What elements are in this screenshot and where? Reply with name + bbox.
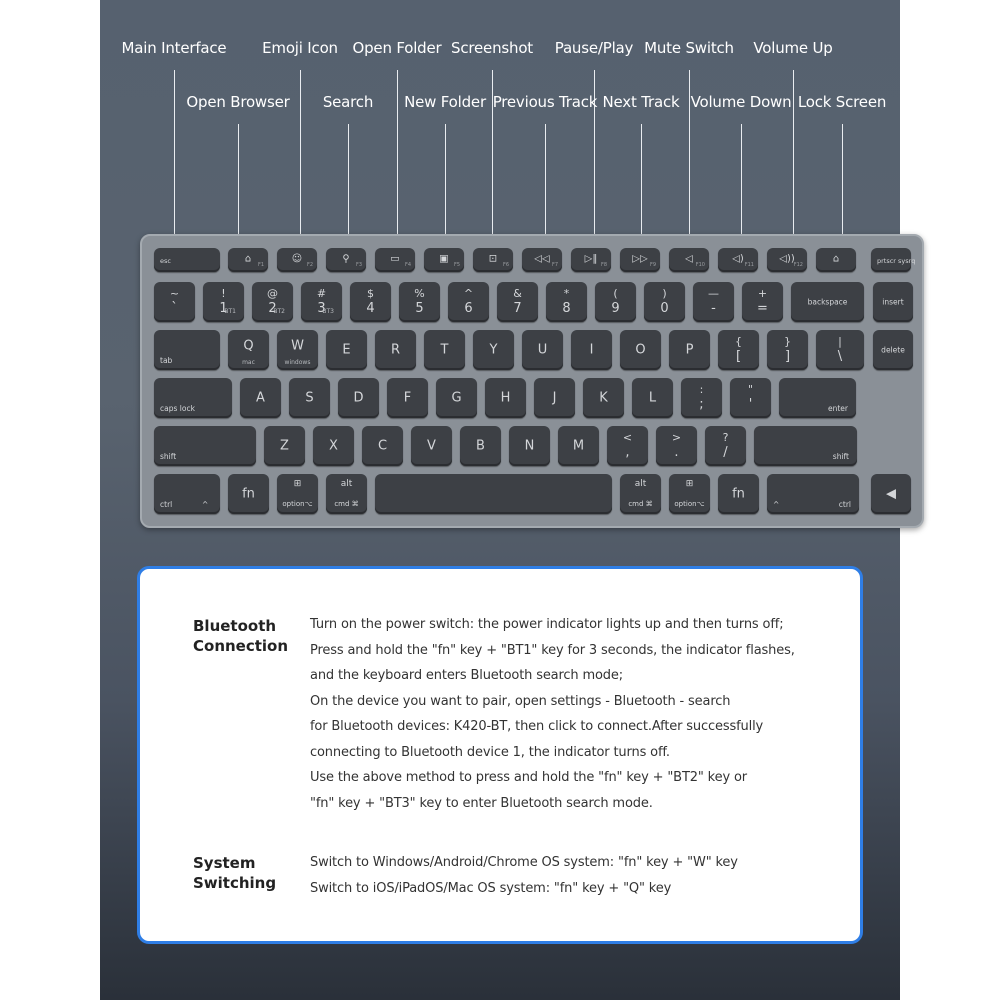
key-4 xyxy=(350,282,391,322)
key-label: enter xyxy=(827,403,848,413)
key-prtscr-sysrq xyxy=(871,248,916,272)
key-label: = xyxy=(757,301,768,316)
key-label: F xyxy=(403,390,412,406)
key-backspace xyxy=(791,282,864,322)
callout-row2-6: Lock Screen xyxy=(797,93,887,111)
key- xyxy=(473,248,513,272)
key-shift-label: + xyxy=(757,287,768,300)
key-icon: ☺ xyxy=(291,253,303,265)
key-fn-label: F3 xyxy=(355,262,362,268)
callout-row2-1: Search xyxy=(322,93,374,111)
key-8 xyxy=(546,282,587,322)
key-label: ; xyxy=(699,397,704,412)
key-label: D xyxy=(353,390,364,406)
key-fn-label: F8 xyxy=(600,262,607,268)
key-z xyxy=(264,426,305,466)
key-bottom-label: cmd ⌘ xyxy=(334,500,359,508)
key-label: insert xyxy=(882,297,904,307)
key- xyxy=(424,248,464,272)
key-label: S xyxy=(305,390,314,406)
callout-row1-1: Emoji Icon xyxy=(262,39,338,57)
key-label: X xyxy=(329,438,338,454)
key-enter xyxy=(779,378,856,418)
key-label: ] xyxy=(784,349,791,364)
key-shift-label: — xyxy=(708,287,719,300)
key-label: M xyxy=(572,438,585,454)
callout-row1-0: Main Interface xyxy=(121,39,227,57)
key-w xyxy=(277,330,318,370)
key-insert xyxy=(873,282,913,322)
key- xyxy=(571,248,611,272)
key-shift-label: { xyxy=(735,335,742,348)
key-label: delete xyxy=(881,345,905,355)
bluetooth-connection-title: Bluetooth Connection xyxy=(193,617,289,655)
key-6 xyxy=(448,282,489,322)
key-icon: ◁◁ xyxy=(534,253,550,265)
key-k xyxy=(583,378,624,418)
key-shift-label: < xyxy=(622,431,633,444)
bluetooth-instruction-line: Press and hold the "fn" key + "BT1" key for 3 seconds, the indicator flashes, xyxy=(310,642,795,658)
key- xyxy=(522,248,562,272)
system-instruction-line: Switch to iOS/iPadOS/Mac OS system: "fn" key + "Q" key xyxy=(310,880,672,896)
key-t xyxy=(424,330,465,370)
key-label: \ xyxy=(837,349,843,364)
key-label: K xyxy=(599,390,608,406)
key-d xyxy=(338,378,379,418)
key-cmd xyxy=(620,474,661,514)
key-fn-label: F7 xyxy=(551,262,558,268)
key-sub-label: BT3 xyxy=(322,308,334,315)
key-shift-label: > xyxy=(671,431,682,444)
key-shift-label: ? xyxy=(722,431,729,444)
key- xyxy=(326,248,366,272)
key-label: P xyxy=(685,342,694,358)
key-label: prtscr sysrq xyxy=(877,256,916,265)
key-icon: ▭ xyxy=(390,253,400,265)
key-shift-label: " xyxy=(747,383,754,396)
key-label: E xyxy=(342,342,351,358)
key-bottom-label: option⌥ xyxy=(282,500,313,508)
key-fn-label: F1 xyxy=(257,262,264,268)
bluetooth-connection-text xyxy=(310,612,795,816)
key-sub-label: windows xyxy=(284,359,311,366)
key-fn-label: F6 xyxy=(502,262,509,268)
key-sub-label: mac xyxy=(242,359,255,366)
key-f xyxy=(387,378,428,418)
key-label: O xyxy=(635,342,646,358)
key-0 xyxy=(644,282,685,322)
key-sub-label: BT2 xyxy=(273,308,285,315)
callout-row1-3: Screenshot xyxy=(451,39,533,57)
key-delete xyxy=(873,330,913,370)
key-ctrl xyxy=(154,474,220,514)
key-top-label: alt xyxy=(340,479,353,489)
key-9 xyxy=(595,282,636,322)
key- xyxy=(730,378,771,418)
bluetooth-instruction-line: Use the above method to press and hold the "fn" key + "BT2" key or xyxy=(310,770,747,785)
key-icon: ◁)) xyxy=(779,253,795,265)
key-fn xyxy=(718,474,759,514)
key-label: Y xyxy=(489,342,498,358)
key-label: 3 xyxy=(317,301,326,316)
key-label: U xyxy=(537,342,548,358)
key-label: 9 xyxy=(611,301,620,316)
key-label: Q xyxy=(243,338,254,354)
key-j xyxy=(534,378,575,418)
callout-leader-line xyxy=(348,124,349,250)
callout-leader-line xyxy=(397,70,398,250)
callout-row2-0: Open Browser xyxy=(186,93,290,111)
key-icon: ▷‖ xyxy=(584,253,598,265)
key-icon: ⚲ xyxy=(342,253,350,265)
system-switching-title: System Switching xyxy=(193,854,277,892)
key- xyxy=(681,378,722,418)
bluetooth-instruction-line: connecting to Bluetooth device 1, the indicator turns off. xyxy=(310,744,670,760)
key-e xyxy=(326,330,367,370)
bluetooth-instruction-line: On the device you want to pair, open settings - Bluetooth - search xyxy=(310,693,731,709)
key-label: fn xyxy=(242,486,255,502)
key-top-label: alt xyxy=(634,479,647,489)
info-card xyxy=(137,566,863,944)
key-h xyxy=(485,378,526,418)
key-label: . xyxy=(674,445,679,460)
key-g xyxy=(436,378,477,418)
key-shift-label: @ xyxy=(267,287,278,300)
key-u xyxy=(522,330,563,370)
key-icon: ◁ xyxy=(685,253,693,265)
key-shift-label: | xyxy=(838,335,842,348)
key-label: R xyxy=(390,342,401,358)
key-label: , xyxy=(625,445,630,460)
key- xyxy=(620,248,660,272)
key-7 xyxy=(497,282,538,322)
key-i xyxy=(571,330,612,370)
key- xyxy=(705,426,746,466)
key-icon: ◁) xyxy=(732,253,744,265)
key-top-label: ⊞ xyxy=(293,479,302,489)
callout-row1-6: Volume Up xyxy=(753,39,833,57)
key- xyxy=(742,282,783,322)
key- xyxy=(656,426,697,466)
key-shift-label: ~ xyxy=(169,287,180,300)
bluetooth-instruction-line: for Bluetooth devices: K420-BT, then click to connect.After successfully xyxy=(310,719,764,734)
callout-row2-4: Next Track xyxy=(602,93,680,111)
key-2 xyxy=(252,282,293,322)
key-label: J xyxy=(552,390,557,406)
key-label: / xyxy=(723,445,728,460)
key-fn-label: F5 xyxy=(453,262,460,268)
key-label: 1 xyxy=(219,301,228,316)
callout-leader-line xyxy=(174,70,175,250)
callout-row1-4: Pause/Play xyxy=(554,39,634,57)
key-label: C xyxy=(377,438,388,454)
key-label: shift xyxy=(160,451,177,461)
key-label: V xyxy=(427,438,436,454)
key-label: ◀ xyxy=(886,486,896,502)
key- xyxy=(228,248,268,272)
system-switching-text xyxy=(310,850,738,901)
key-fn-label: F12 xyxy=(793,262,803,268)
key-label: ^ xyxy=(773,499,780,509)
callout-row2-2: New Folder xyxy=(404,93,486,111)
callout-leader-line xyxy=(545,124,546,250)
key-fn-label: F4 xyxy=(404,262,411,268)
key-label: G xyxy=(451,390,462,406)
key-label: caps lock xyxy=(160,403,195,413)
key-label: Z xyxy=(280,438,289,454)
key- xyxy=(718,248,758,272)
key-m xyxy=(558,426,599,466)
callout-row1-2: Open Folder xyxy=(352,39,442,57)
key-shift-label: : xyxy=(699,383,704,396)
system-instruction-line: Switch to Windows/Android/Chrome OS system: "fn" key + "W" key xyxy=(310,855,738,870)
callout-row2-3: Previous Track xyxy=(492,93,598,111)
key- xyxy=(871,474,911,514)
callout-leader-line xyxy=(300,70,301,250)
callout-leader-line xyxy=(641,124,642,250)
key-bottom-label: cmd ⌘ xyxy=(628,500,653,508)
key- xyxy=(693,282,734,322)
key-r xyxy=(375,330,416,370)
key-option xyxy=(277,474,318,514)
key-shift xyxy=(754,426,857,466)
key-fn xyxy=(228,474,269,514)
callout-leader-line xyxy=(445,124,446,250)
key-shift-label: ( xyxy=(613,287,618,300)
key-label: [ xyxy=(735,349,742,364)
callout-leader-line xyxy=(238,124,239,250)
key-label: ` xyxy=(171,301,178,316)
key-label: tab xyxy=(160,355,173,365)
key-sub-label: BT1 xyxy=(224,308,236,315)
key-label: ctrl xyxy=(160,499,173,509)
key-fn-label: F9 xyxy=(649,262,656,268)
key-label: A xyxy=(256,390,265,406)
key-icon: ⌂ xyxy=(832,253,840,265)
key- xyxy=(816,248,856,272)
key-icon: ⊡ xyxy=(488,253,498,265)
key-shift xyxy=(154,426,256,466)
key-cmd xyxy=(326,474,367,514)
key-shift-label: } xyxy=(784,335,791,348)
key-label: T xyxy=(440,342,449,358)
key-label: I xyxy=(589,342,594,358)
key-1 xyxy=(203,282,244,322)
key-shift-label: ! xyxy=(221,287,226,300)
key-p xyxy=(669,330,710,370)
key-label: 2 xyxy=(268,301,277,316)
key-fn-label: F10 xyxy=(695,262,705,268)
callout-leader-line xyxy=(842,124,843,250)
key-fn-label: F2 xyxy=(306,262,313,268)
key-esc xyxy=(154,248,220,272)
key-icon: ⌂ xyxy=(244,253,252,265)
key-label: ctrl xyxy=(838,499,851,509)
key-shift-label: $ xyxy=(367,287,374,300)
key-label: W xyxy=(291,338,304,354)
key-3 xyxy=(301,282,342,322)
key-v xyxy=(411,426,452,466)
key-y xyxy=(473,330,514,370)
key-label: 5 xyxy=(415,301,424,316)
bluetooth-instruction-line: and the keyboard enters Bluetooth search mode; xyxy=(310,668,623,683)
key- xyxy=(669,248,709,272)
callout-leader-line xyxy=(741,124,742,250)
key-label: 4 xyxy=(366,301,375,316)
key- xyxy=(767,248,807,272)
key-s xyxy=(289,378,330,418)
key-5 xyxy=(399,282,440,322)
key-label: 8 xyxy=(562,301,571,316)
key-b xyxy=(460,426,501,466)
key-o xyxy=(620,330,661,370)
key-top-label: ⊞ xyxy=(685,479,694,489)
key- xyxy=(718,330,759,370)
bluetooth-instruction-line: Turn on the power switch: the power indicator lights up and then turns off; xyxy=(310,617,784,632)
key- xyxy=(767,474,859,514)
key-label: ' xyxy=(748,397,753,412)
key-option xyxy=(669,474,710,514)
key-label: N xyxy=(524,438,535,454)
key-q xyxy=(228,330,269,370)
key-icon: ▷▷ xyxy=(632,253,648,265)
callout-row2-5: Volume Down xyxy=(690,93,792,111)
key-shift-label: * xyxy=(563,287,570,300)
key-fn-label: F11 xyxy=(744,262,754,268)
key-label: 7 xyxy=(513,301,522,316)
key-label: B xyxy=(476,438,485,454)
key-tab xyxy=(154,330,220,370)
key-bottom-label: option⌥ xyxy=(674,500,705,508)
key-label: shift xyxy=(832,451,849,461)
product-image xyxy=(100,0,916,1000)
keyboard xyxy=(140,234,924,528)
key- xyxy=(607,426,648,466)
key-c xyxy=(362,426,403,466)
key-shift-label: ) xyxy=(662,287,667,300)
key-label: 0 xyxy=(660,301,669,316)
key-label: fn xyxy=(732,486,745,502)
key-shift-label: # xyxy=(316,287,327,300)
key-a xyxy=(240,378,281,418)
key-shift-label: ^ xyxy=(463,287,474,300)
bluetooth-instruction-line: "fn" key + "BT3" key to enter Bluetooth search mode. xyxy=(310,795,653,811)
key-shift-label: & xyxy=(513,287,522,300)
key-label: esc xyxy=(160,256,171,265)
key-arrow-label: ^ xyxy=(202,499,209,509)
key-x xyxy=(313,426,354,466)
key-label: backspace xyxy=(807,297,848,307)
key-caps-lock xyxy=(154,378,232,418)
key- xyxy=(767,330,808,370)
key-l xyxy=(632,378,673,418)
callout-row1-5: Mute Switch xyxy=(644,39,734,57)
key-label: H xyxy=(500,390,511,406)
callout-leader-line xyxy=(793,70,794,250)
key- xyxy=(277,248,317,272)
key- xyxy=(154,282,195,322)
key-n xyxy=(509,426,550,466)
key-shift-label: % xyxy=(414,287,425,300)
key- xyxy=(816,330,864,370)
key-key xyxy=(375,474,612,514)
key- xyxy=(375,248,415,272)
key-icon: ▣ xyxy=(439,253,449,265)
key-label: L xyxy=(648,390,657,406)
key-label: 6 xyxy=(464,301,473,316)
key-label: - xyxy=(711,301,716,316)
